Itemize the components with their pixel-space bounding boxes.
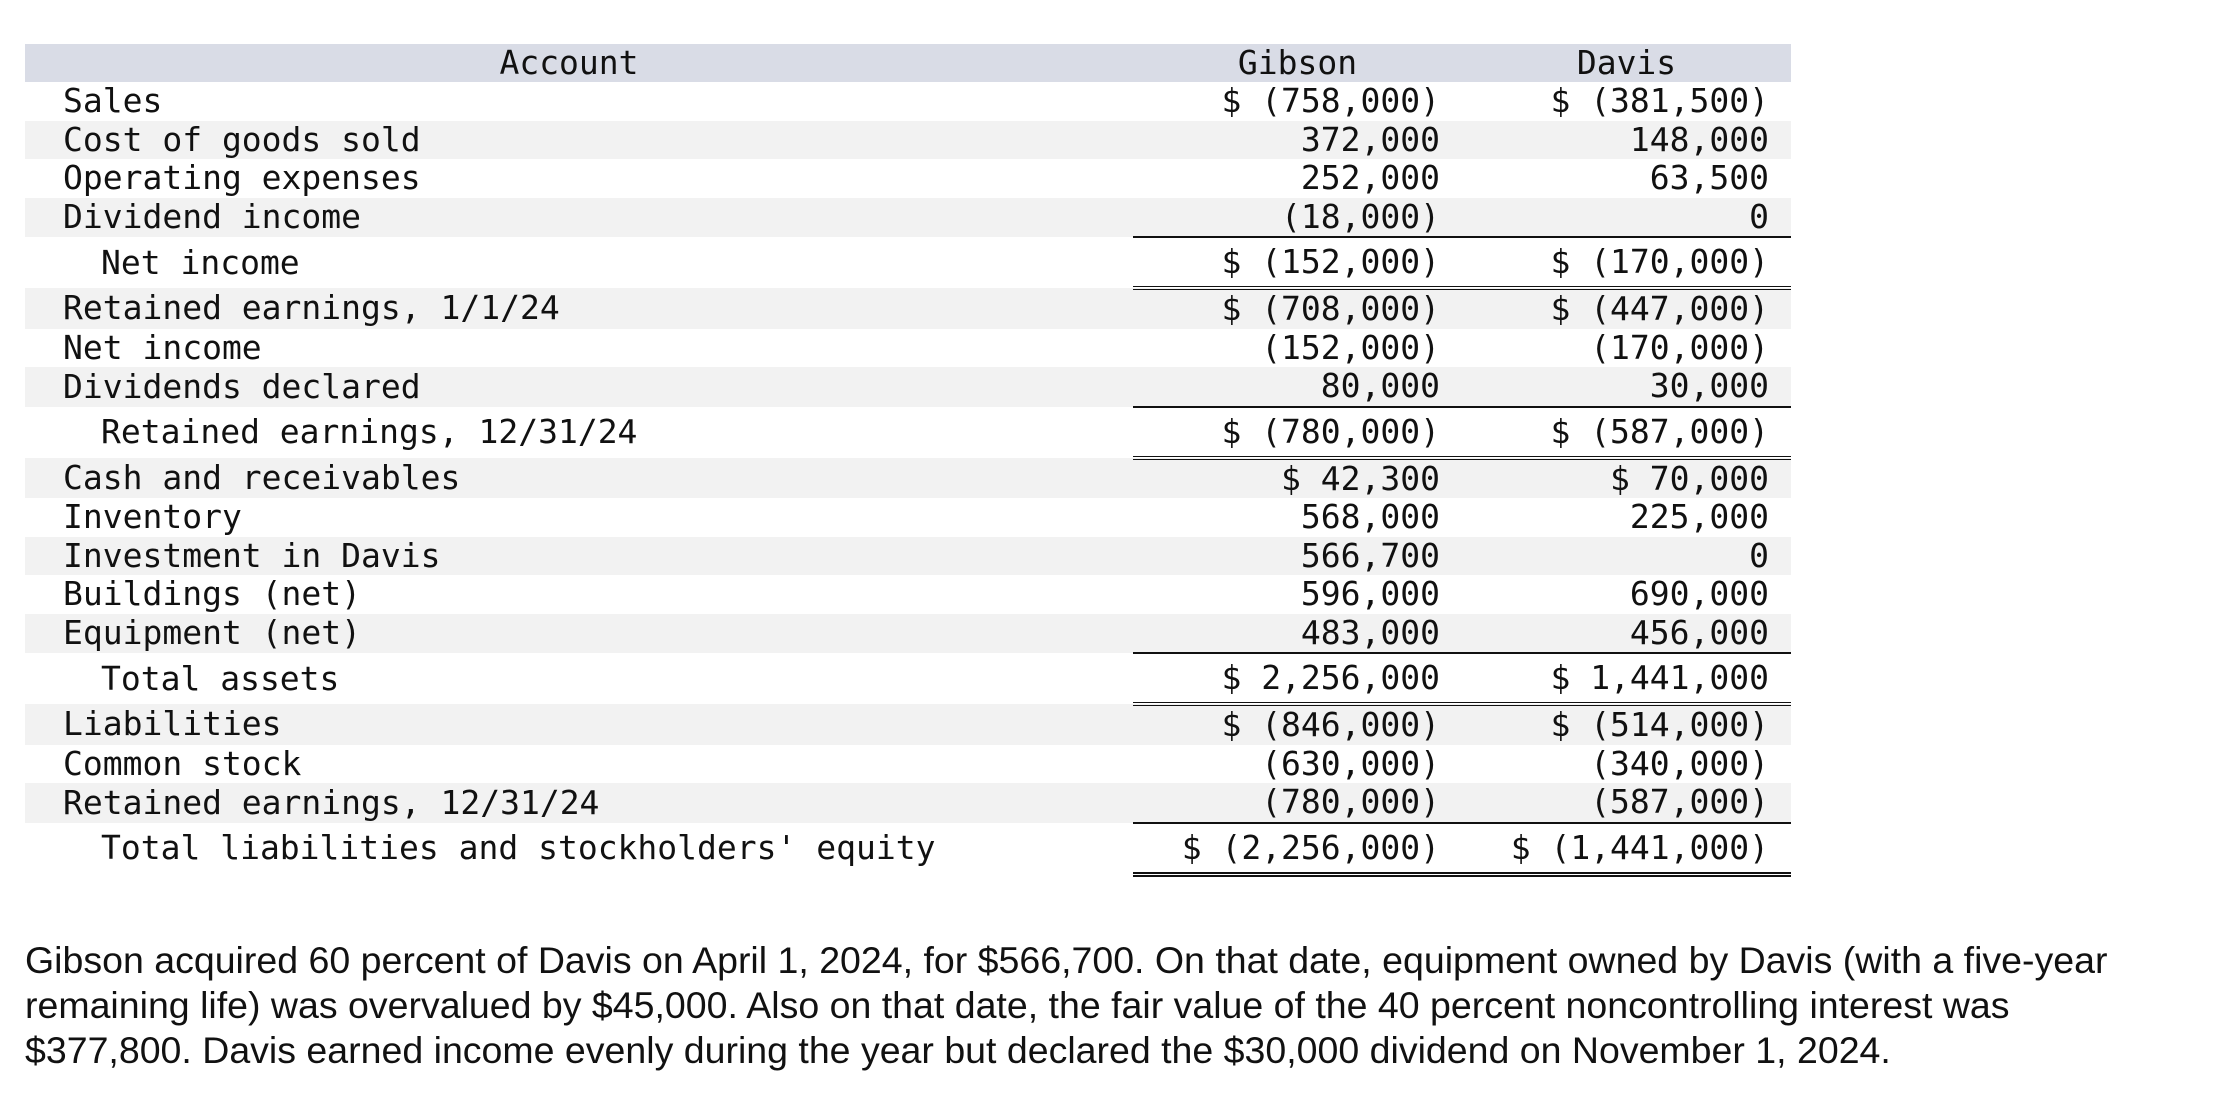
- davis-value: $ (381,500): [1550, 81, 1769, 121]
- table-header-row: [25, 44, 1791, 82]
- davis-value: (587,000): [1462, 783, 1791, 823]
- row-label: Net income: [63, 327, 262, 367]
- row-label: Equipment (net): [25, 614, 1113, 654]
- row-label: Total liabilities and stockholders' equity: [101, 828, 936, 868]
- total-assets-row: [25, 653, 1791, 704]
- table-row: [25, 121, 1791, 160]
- gibson-value: 483,000: [1133, 614, 1462, 654]
- gibson-value: 372,000: [1133, 121, 1462, 160]
- davis-value: 148,000: [1462, 121, 1791, 160]
- table-row: [25, 458, 1791, 499]
- davis-value: $ (447,000): [1462, 288, 1791, 329]
- table-row: [25, 159, 1791, 198]
- row-label: Investment in Davis: [25, 537, 1113, 576]
- gibson-value: $ (708,000): [1133, 288, 1462, 329]
- table-row: [25, 575, 1791, 614]
- davis-value: $ (514,000): [1462, 704, 1791, 745]
- davis-value: 456,000: [1462, 614, 1791, 654]
- table-row: [25, 198, 1791, 238]
- gibson-header: Gibson: [1133, 44, 1462, 82]
- table-row: [25, 537, 1791, 576]
- gibson-value: 566,700: [1133, 537, 1462, 576]
- gibson-value: (18,000): [1133, 198, 1462, 238]
- gibson-value: 252,000: [1300, 158, 1440, 198]
- table-row: [25, 614, 1791, 654]
- table-row: [25, 288, 1791, 329]
- gibson-value: $ (758,000): [1221, 81, 1440, 121]
- net-income-total-row: [25, 237, 1791, 288]
- davis-value: (340,000): [1590, 743, 1769, 783]
- header-spacer: [1113, 44, 1133, 82]
- row-label: Inventory: [63, 497, 242, 537]
- gibson-value: 568,000: [1300, 497, 1440, 537]
- row-label: Sales: [63, 81, 163, 121]
- row-label: Liabilities: [25, 704, 1113, 745]
- row-label: Buildings (net): [63, 574, 362, 614]
- row-label: Total assets: [101, 658, 340, 698]
- total-liabilities-equity-row: [25, 823, 1791, 875]
- row-label: Dividends declared: [25, 367, 1113, 407]
- table-row: [25, 783, 1791, 823]
- financial-statements-table: [25, 44, 1791, 877]
- table-row: [25, 745, 1791, 784]
- gibson-value: $ 2,256,000: [1133, 653, 1462, 704]
- davis-value: $ 1,441,000: [1462, 653, 1791, 704]
- davis-value: $ (1,441,000): [1462, 823, 1791, 875]
- gibson-value: (630,000): [1261, 743, 1440, 783]
- davis-value: 63,500: [1649, 158, 1769, 198]
- row-label: Dividend income: [25, 198, 1113, 238]
- retained-earnings-total-row: [25, 407, 1791, 458]
- davis-header: Davis: [1462, 44, 1791, 82]
- davis-value: 0: [1462, 537, 1791, 576]
- davis-value: $ (587,000): [1462, 407, 1791, 458]
- gibson-value: $ (846,000): [1133, 704, 1462, 745]
- davis-value: 0: [1462, 198, 1791, 238]
- account-header: Account: [25, 44, 1113, 82]
- table-row: [25, 498, 1791, 537]
- row-label: Operating expenses: [63, 158, 421, 198]
- davis-value: (170,000): [1590, 327, 1769, 367]
- gibson-value: 80,000: [1133, 367, 1462, 407]
- problem-description: Gibson acquired 60 percent of Davis on April 1, 2024, for $566,700. On that date, equipment owned by Davis (with a five-year remaining life) was overvalued by $45,000. Also on that date, the fair value of the 40 percent noncontrolling interest was $377,800. Davis earned income evenly during the year but declared the $30,000 dividend on November 1, 2024.: [25, 939, 2108, 1071]
- table-row: [25, 367, 1791, 407]
- gibson-value: (152,000): [1261, 327, 1440, 367]
- gibson-value: $ (2,256,000): [1133, 823, 1462, 875]
- table-row: [25, 82, 1791, 121]
- davis-value: $ (170,000): [1462, 237, 1791, 288]
- gibson-value: $ (152,000): [1133, 237, 1462, 288]
- row-label: Cash and receivables: [25, 458, 1113, 499]
- gibson-value: $ 42,300: [1133, 458, 1462, 499]
- row-label: Net income: [101, 242, 300, 282]
- gibson-value: 596,000: [1300, 574, 1440, 614]
- row-label: Retained earnings, 12/31/24: [25, 783, 1113, 823]
- davis-value: $ 70,000: [1462, 458, 1791, 499]
- table-row: [25, 329, 1791, 368]
- davis-value: 690,000: [1629, 574, 1769, 614]
- row-label: Cost of goods sold: [25, 121, 1113, 160]
- gibson-value: (780,000): [1133, 783, 1462, 823]
- gibson-value: $ (780,000): [1133, 407, 1462, 458]
- davis-value: 30,000: [1462, 367, 1791, 407]
- row-label: Common stock: [63, 743, 302, 783]
- row-label: Retained earnings, 1/1/24: [25, 288, 1113, 329]
- row-label: Retained earnings, 12/31/24: [101, 412, 638, 451]
- table-row: [25, 704, 1791, 745]
- davis-value: 225,000: [1629, 497, 1769, 537]
